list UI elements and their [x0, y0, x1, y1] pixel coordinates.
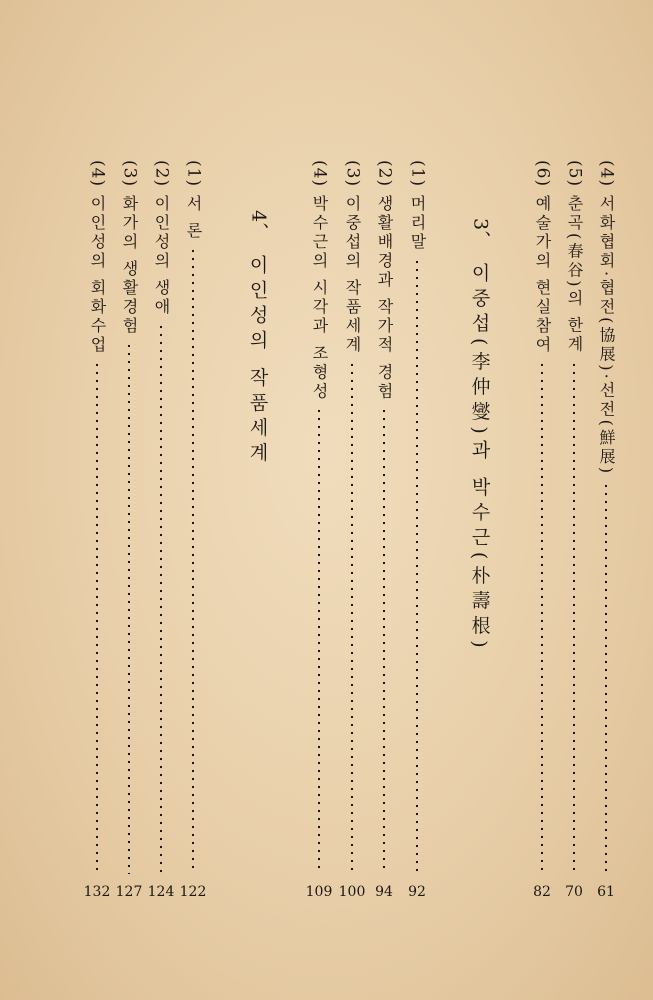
toc-entry[interactable] — [402, 160, 432, 900]
entry-number: (3) — [342, 160, 363, 188]
entry-page-number: 124 — [147, 884, 175, 900]
toc-entry[interactable] — [114, 160, 144, 900]
entry-number: (4) — [596, 160, 617, 188]
entry-page-number: 132 — [83, 884, 111, 900]
entry-number: (5) — [564, 160, 585, 188]
toc-entry[interactable] — [369, 160, 399, 900]
dot-leader — [573, 361, 575, 874]
entry-number: (4) — [87, 160, 108, 188]
entry-title: 서 론 — [184, 195, 203, 242]
entry-number: (2) — [374, 160, 395, 188]
toc-entry[interactable] — [337, 160, 367, 900]
toc-entry[interactable] — [178, 160, 208, 900]
entry-title: 춘곡(春谷)의 한계 — [565, 195, 584, 355]
section-number: 4、 — [247, 210, 270, 242]
toc-entry[interactable] — [82, 160, 112, 900]
entry-title: 화가의 생활경험 — [120, 195, 139, 337]
entry-number: (6) — [532, 160, 553, 188]
entry-title: 이인성의 생애 — [152, 195, 171, 318]
section-title: 이인성의 작품세계 — [246, 255, 269, 468]
dot-leader — [192, 247, 194, 874]
section-heading-3 — [462, 218, 498, 654]
entry-page-number: 70 — [565, 884, 583, 900]
entry-page-number: 92 — [408, 884, 426, 900]
dot-leader — [605, 482, 607, 874]
entry-number: (1) — [407, 160, 428, 188]
entry-title: 생활배경과 작가적 경험 — [375, 195, 394, 402]
dot-leader — [383, 407, 385, 874]
toc-entry[interactable] — [304, 160, 334, 900]
entry-page-number: 127 — [115, 884, 143, 900]
entry-page-number: 109 — [305, 884, 333, 900]
dot-leader — [128, 342, 130, 874]
entry-number: (2) — [151, 160, 172, 188]
entry-page-number: 82 — [533, 884, 551, 900]
toc-entry[interactable] — [146, 160, 176, 900]
entry-title: 머리말 — [408, 195, 427, 253]
toc-entry[interactable] — [591, 160, 621, 900]
entry-page-number: 94 — [375, 884, 393, 900]
entry-page-number: 122 — [179, 884, 207, 900]
dot-leader — [318, 407, 320, 874]
entry-title: 이인성의 회화수업 — [88, 195, 107, 356]
entry-number: (3) — [119, 160, 140, 188]
dot-leader — [541, 361, 543, 874]
section-title: 이중섭(李仲燮)과 박수근(朴壽根) — [468, 263, 491, 654]
dot-leader — [351, 361, 353, 874]
entry-page-number: 100 — [338, 884, 366, 900]
dot-leader — [160, 323, 162, 874]
entry-title: 서화협회·협전(協展)·선전(鮮展) — [597, 195, 616, 477]
toc-entry[interactable] — [559, 160, 589, 900]
dot-leader — [96, 361, 98, 874]
entry-title: 박수근의 시각과 조형성 — [310, 195, 329, 402]
entry-title: 예술가의 현실참여 — [533, 195, 552, 356]
entry-number: (1) — [183, 160, 204, 188]
entry-page-number: 61 — [597, 884, 615, 900]
entry-title: 이중섭의 작품세계 — [343, 195, 362, 356]
entry-number: (4) — [309, 160, 330, 188]
toc-entry[interactable] — [527, 160, 557, 900]
section-number: 3、 — [469, 218, 492, 250]
section-heading-4 — [240, 210, 276, 467]
dot-leader — [416, 258, 418, 874]
